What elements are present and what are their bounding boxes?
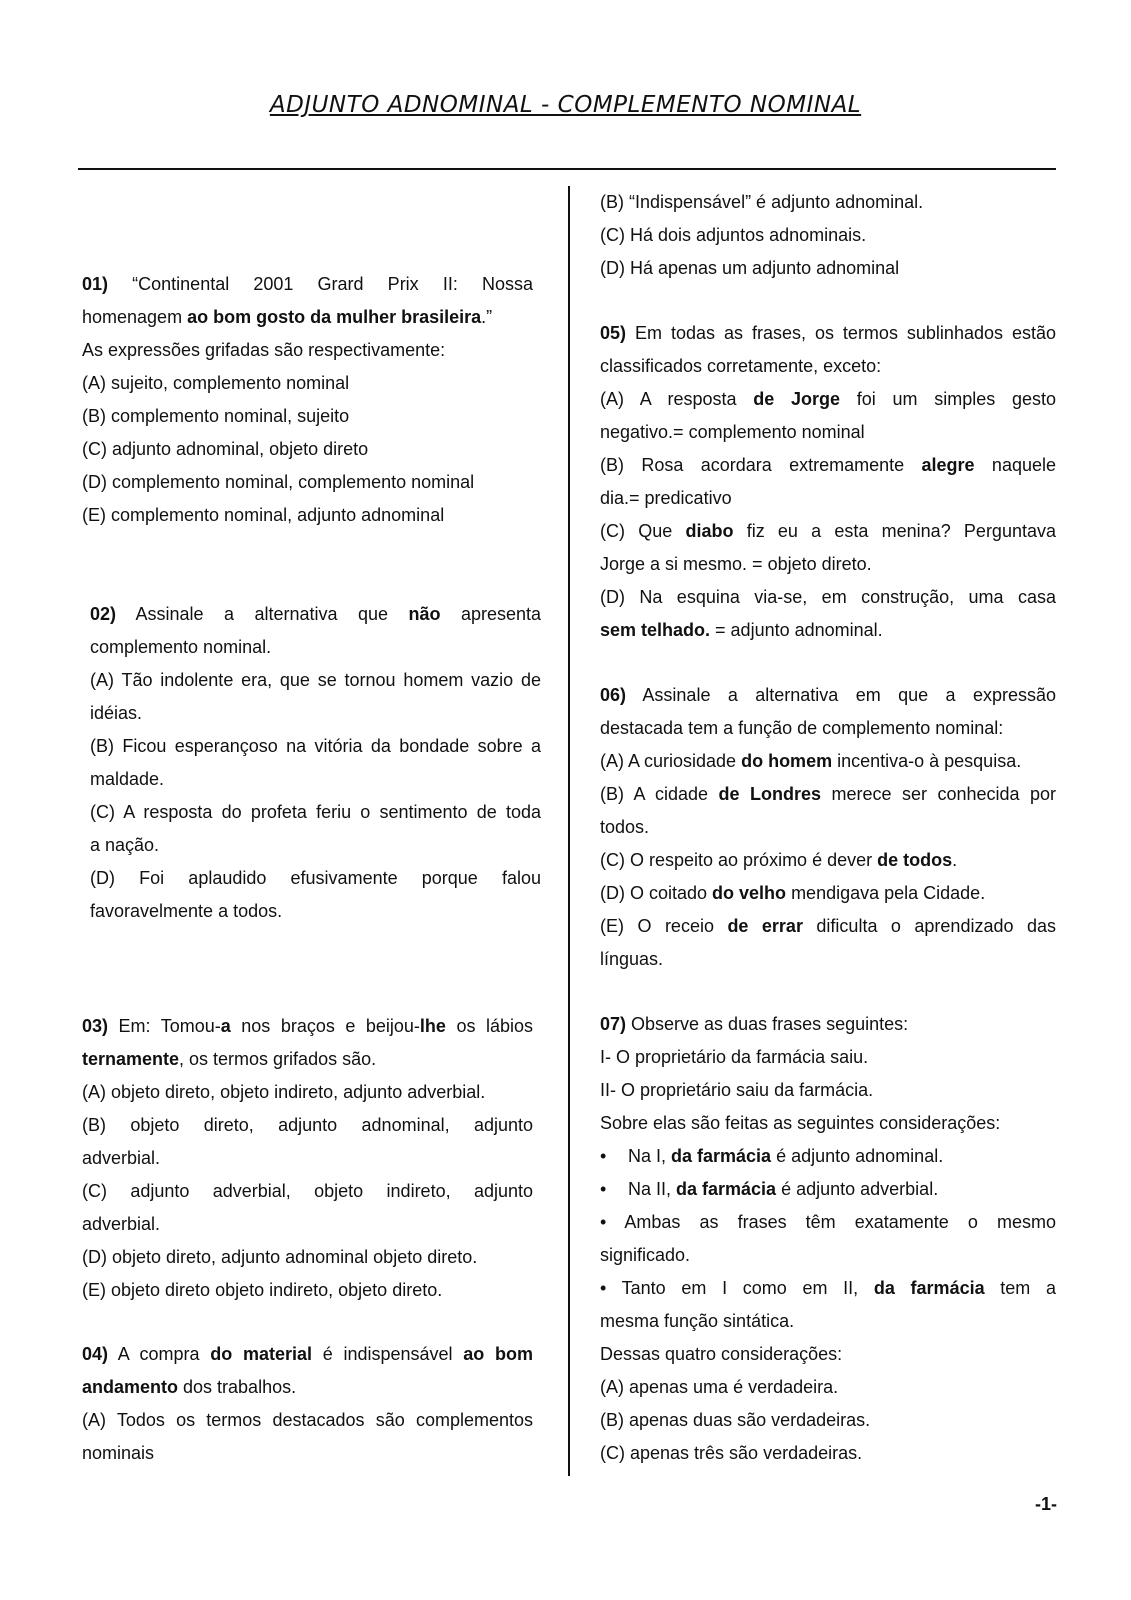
q02-text: complemento nominal.: [90, 637, 272, 657]
q07-sentence: II- O proprietário saiu da farmácia.: [600, 1080, 874, 1100]
q06-text: destacada tem a função de complemento nominal:: [600, 718, 1004, 738]
q04-highlight: ao bom: [463, 1344, 533, 1364]
question-05: [600, 317, 1056, 647]
q06-option: (A) A curiosidade: [600, 751, 742, 771]
q06-option: .: [952, 850, 958, 870]
q06-highlight: de errar: [727, 916, 803, 936]
q02-highlight: não: [408, 604, 441, 624]
q02-option: (A) Tão indolente era, que se tornou homem vazio de: [90, 670, 541, 690]
question-03: [82, 1010, 533, 1307]
q06-option: (C) O respeito ao próximo é dever: [600, 850, 878, 870]
question-02: [90, 598, 541, 928]
q05-text: classificados corretamente, exceto:: [600, 356, 882, 376]
q03-highlight: ternamente: [82, 1049, 180, 1069]
q01-text: homenagem: [82, 307, 188, 327]
right-column: [600, 186, 1056, 1470]
q04-number: 04): [82, 1344, 109, 1364]
q04-text: A compra: [108, 1344, 211, 1364]
q05-option: dia.= predicativo: [600, 488, 732, 508]
q07-option: (B) apenas duas são verdadeiras.: [600, 1410, 871, 1430]
q07-sentence: I- O proprietário da farmácia saiu.: [600, 1047, 869, 1067]
q07-option: (C) apenas três são verdadeiras.: [600, 1443, 863, 1463]
q06-highlight: do velho: [712, 883, 787, 903]
q05-option: naquele: [974, 455, 1056, 475]
q04-option: nominais: [82, 1443, 155, 1463]
q01-option: (B) complemento nominal, sujeito: [82, 406, 350, 426]
q05-option: = adjunto adnominal.: [710, 620, 883, 640]
q05-highlight: de Jorge: [753, 389, 841, 409]
q01-option: (A) sujeito, complemento nominal: [82, 373, 350, 393]
q07-point: é adjunto adnominal.: [771, 1146, 944, 1166]
question-07: [600, 1008, 1056, 1470]
q02-option: a nação.: [90, 835, 160, 855]
q07-text: Sobre elas são feitas as seguintes considerações:: [600, 1113, 1001, 1133]
q07-point: Na II,: [628, 1179, 677, 1199]
q01-prompt: As expressões grifadas são respectivamente:: [82, 340, 446, 360]
q07-point: Na I,: [628, 1146, 672, 1166]
q07-number: 07): [600, 1014, 627, 1034]
q07-text: Observe as duas frases seguintes:: [626, 1014, 909, 1034]
q02-option: favoravelmente a todos.: [90, 901, 283, 921]
q03-number: 03): [82, 1016, 109, 1036]
q06-option: merece ser conhecida por: [821, 784, 1057, 804]
q02-text: Assinale a alternativa que: [116, 604, 409, 624]
q01-highlight: ao bom gosto da mulher brasileira: [187, 307, 482, 327]
q07-highlight: da farmácia: [671, 1146, 772, 1166]
q07-option: (A) apenas uma é verdadeira.: [600, 1377, 839, 1397]
q05-option: (D) Na esquina via-se, em construção, uma casa: [600, 587, 1056, 607]
q06-highlight: de todos: [877, 850, 953, 870]
q07-highlight: da farmácia: [676, 1179, 777, 1199]
q05-option: (C) Que: [600, 521, 686, 541]
q01-line1: “Continental 2001 Grard Prix II: Nossa: [132, 274, 533, 294]
q04-highlight: andamento: [82, 1377, 179, 1397]
q02-option: (C) A resposta do profeta feriu o sentimento de toda: [90, 802, 541, 822]
q01-option: (E) complemento nominal, adjunto adnominal: [82, 505, 445, 525]
q03-option: (A) objeto direto, objeto indireto, adjunto adverbial.: [82, 1082, 486, 1102]
q02-option: idéias.: [90, 703, 143, 723]
q03-text: os lábios: [445, 1016, 534, 1036]
q05-option: (A) A resposta: [600, 389, 754, 409]
column-divider: [568, 186, 570, 1476]
q07-highlight: da farmácia: [873, 1278, 985, 1298]
q05-option: negativo.= complemento nominal: [600, 422, 865, 442]
q05-option: (B) Rosa acordara extremamente: [600, 455, 922, 475]
q05-option: foi um simples gesto: [840, 389, 1056, 409]
bullet-icon: •: [600, 1146, 607, 1166]
q03-highlight: lhe: [419, 1016, 446, 1036]
q03-text: nos braços e beijou-: [230, 1016, 420, 1036]
q05-text: Em todas as frases, os termos sublinhados estão: [626, 323, 1056, 343]
q04-text: é indispensável: [312, 1344, 464, 1364]
q06-option: dificulta o aprendizado das: [802, 916, 1056, 936]
q04-highlight: do material: [210, 1344, 312, 1364]
q06-text: Assinale a alternativa em que a expressão: [626, 685, 1056, 705]
q03-option: (B) objeto direto, adjunto adnominal, adjunto: [82, 1115, 533, 1135]
q07-point: • Ambas as frases têm exatamente o mesmo: [600, 1212, 1056, 1232]
question-06: [600, 679, 1056, 976]
q05-highlight: diabo: [685, 521, 734, 541]
q04-option: (B) “Indispensável” é adjunto adnominal.: [600, 192, 924, 212]
q05-option: Jorge a si mesmo. = objeto direto.: [600, 554, 872, 574]
q02-option: (B) Ficou esperançoso na vitória da bondade sobre a: [90, 736, 541, 756]
q06-option: línguas.: [600, 949, 664, 969]
q06-option: mendigava pela Cidade.: [786, 883, 986, 903]
q06-option: (B) A cidade: [600, 784, 719, 804]
q07-point: tem a: [984, 1278, 1056, 1298]
q06-option: (E) O receio: [600, 916, 728, 936]
q06-option: incentiva-o à pesquisa.: [832, 751, 1022, 771]
q03-option: (D) objeto direto, adjunto adnominal objeto direto.: [82, 1247, 478, 1267]
q07-point: significado.: [600, 1245, 691, 1265]
q01-text: .”: [481, 307, 493, 327]
q03-highlight: a: [220, 1016, 231, 1036]
q06-number: 06): [600, 685, 627, 705]
q02-text: apresenta: [440, 604, 542, 624]
q07-point: • Tanto em I como em II,: [600, 1278, 874, 1298]
q06-option: todos.: [600, 817, 650, 837]
q04-option: (A) Todos os termos destacados são complementos: [82, 1410, 533, 1430]
q03-option: adverbial.: [82, 1148, 161, 1168]
q05-highlight: sem telhado.: [600, 620, 711, 640]
q07-text: Dessas quatro considerações:: [600, 1344, 843, 1364]
page-number: -1-: [1035, 1494, 1057, 1514]
q03-option: adverbial.: [82, 1214, 161, 1234]
q07-point: mesma função sintática.: [600, 1311, 795, 1331]
q06-option: (D) O coitado: [600, 883, 713, 903]
q03-option: (E) objeto direto objeto indireto, objeto direto.: [82, 1280, 443, 1300]
bullet-icon: •: [600, 1179, 607, 1199]
q02-option: maldade.: [90, 769, 165, 789]
q04-option: (D) Há apenas um adjunto adnominal: [600, 258, 900, 278]
question-01: [82, 268, 533, 532]
q04-option: (C) Há dois adjuntos adnominais.: [600, 225, 867, 245]
q01-number: 01): [82, 274, 109, 294]
q07-point: é adjunto adverbial.: [776, 1179, 939, 1199]
q02-option: (D) Foi aplaudido efusivamente porque falou: [90, 868, 541, 888]
q03-option: (C) adjunto adverbial, objeto indireto, adjunto: [82, 1181, 533, 1201]
q01-option: (D) complemento nominal, complemento nominal: [82, 472, 475, 492]
header-divider: [78, 168, 1056, 170]
q06-highlight: de Londres: [718, 784, 821, 804]
q02-number: 02): [90, 604, 117, 624]
q05-number: 05): [600, 323, 627, 343]
q03-text: , os termos grifados são.: [179, 1049, 377, 1069]
page-title: ADJUNTO ADNOMINAL - COMPLEMENTO NOMINAL: [269, 92, 862, 118]
q06-highlight: do homem: [741, 751, 833, 771]
q05-option: fiz eu a esta menina? Perguntava: [733, 521, 1056, 541]
q04-text: dos trabalhos.: [178, 1377, 297, 1397]
q05-highlight: alegre: [921, 455, 975, 475]
q01-option: (C) adjunto adnominal, objeto direto: [82, 439, 369, 459]
question-04: [82, 1338, 533, 1470]
q03-text: Em: Tomou-: [108, 1016, 221, 1036]
